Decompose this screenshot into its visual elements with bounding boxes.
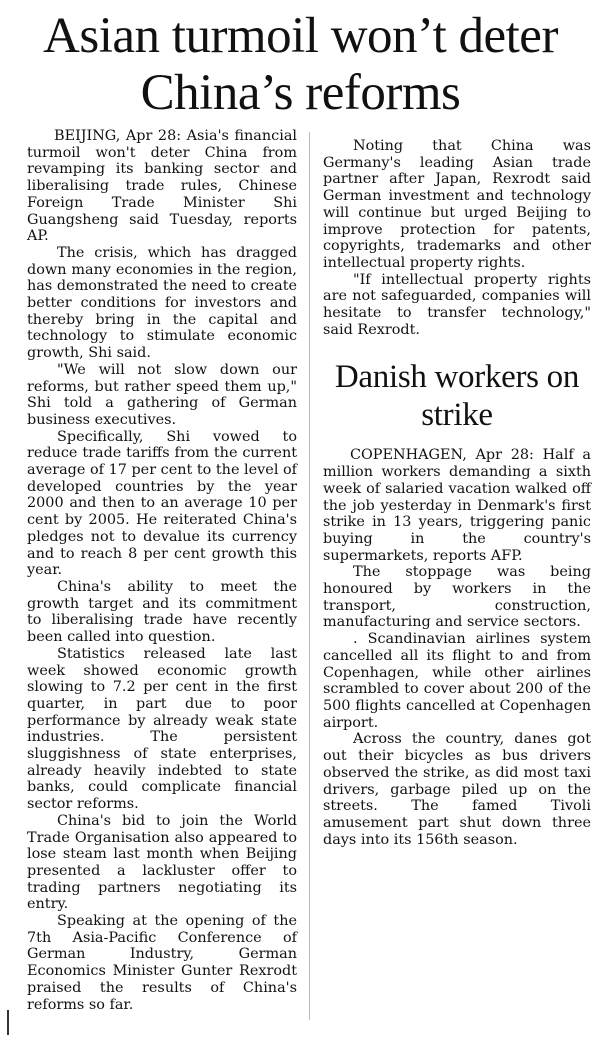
article-paragraph: Statistics released late last week showed economic growth slowing to 7.2 per cent in the first quarter, in part due to poor performance by already weak state industries. The persistent sluggishness of state enterprises, already heavily indebted to state banks, could complicate financial sector reforms. [27, 645, 297, 813]
article-paragraph: "If intellectual property rights are not safeguarded, companies will hesitate to transfer technology," said Rexrodt. [323, 271, 591, 338]
left-edge-mark [7, 1010, 9, 1035]
article-paragraph: BEIJING, Apr 28: Asia's financial turmoil won't deter China from revamping its banking sector and liberalising trade rules, Chinese Foreign Trade Minister Shi Guangsheng said Tuesday, reports AP. [27, 128, 297, 245]
article-paragraph: Specifically, Shi vowed to reduce trade tariffs from the current average of 17 per cent to the level of developed countries by the year 2000 and then to an average 10 per cent by 2005. He reiterated China's pledges not to devalue its currency and to reach 8 per cent growth this year. [27, 428, 297, 579]
second-article-headline: Danish workers on strike [334, 359, 580, 434]
article-paragraph: China's ability to meet the growth target and its commitment to liberalising trade have recently been called into question. [27, 578, 297, 646]
article-paragraph: The crisis, which has dragged down many economies in the region, has demonstrated the need to create better conditions for investors and thereby bring in the capital and technology to stimulate economic growth, Shi said. [27, 244, 297, 362]
article-paragraph: China's bid to join the World Trade Organisation also appeared to lose steam last month when Beijing presented a lackluster offer to trading partners negotiating its entry. [27, 812, 297, 913]
article-paragraph: . Scandinavian airlines system cancelled all its flight to and from Copenhagen, while other airlines scrambled to cover about 200 of the 500 flights cancelled at Copenhagen airport. [323, 631, 591, 731]
column-divider [309, 132, 310, 1020]
article-column-left [27, 128, 297, 1013]
article-paragraph: Speaking at the opening of the 7th Asia-Pacific Conference of German Industry, German Economics Minister Gunter Rexrodt praised the results of China's reforms so far. [27, 913, 297, 1013]
article-headline: Asian turmoil won’t deter China’s reforms [43, 8, 558, 121]
article-column-right [323, 138, 591, 848]
article-paragraph: COPENHAGEN, Apr 28: Half a million workers demanding a sixth week of salaried vacation walked off the job yesterday in Denmark's first strike in 13 years, triggering panic buying in the country's supermarkets, reports AFP. [323, 447, 591, 564]
article-paragraph: Across the country, danes got out their bicycles as bus drivers observed the strike, as did most taxi drivers, garbage piled up on the streets. The famed Tivoli amusement part shut down three days into its 156th season. [323, 731, 591, 848]
article-paragraph: "We will not slow down our reforms, but rather speed them up," Shi told a gathering of German business executives. [27, 361, 297, 428]
article-paragraph: The stoppage was being honoured by workers in the transport, construction, manufacturing and service sectors. [323, 564, 591, 631]
article-paragraph: Noting that China was Germany's leading Asian trade partner after Japan, Rexrodt said German investment and technology will continue but urged Beijing to improve protection for patents, copyrights, trademarks and other intellectual property rights. [323, 138, 591, 271]
